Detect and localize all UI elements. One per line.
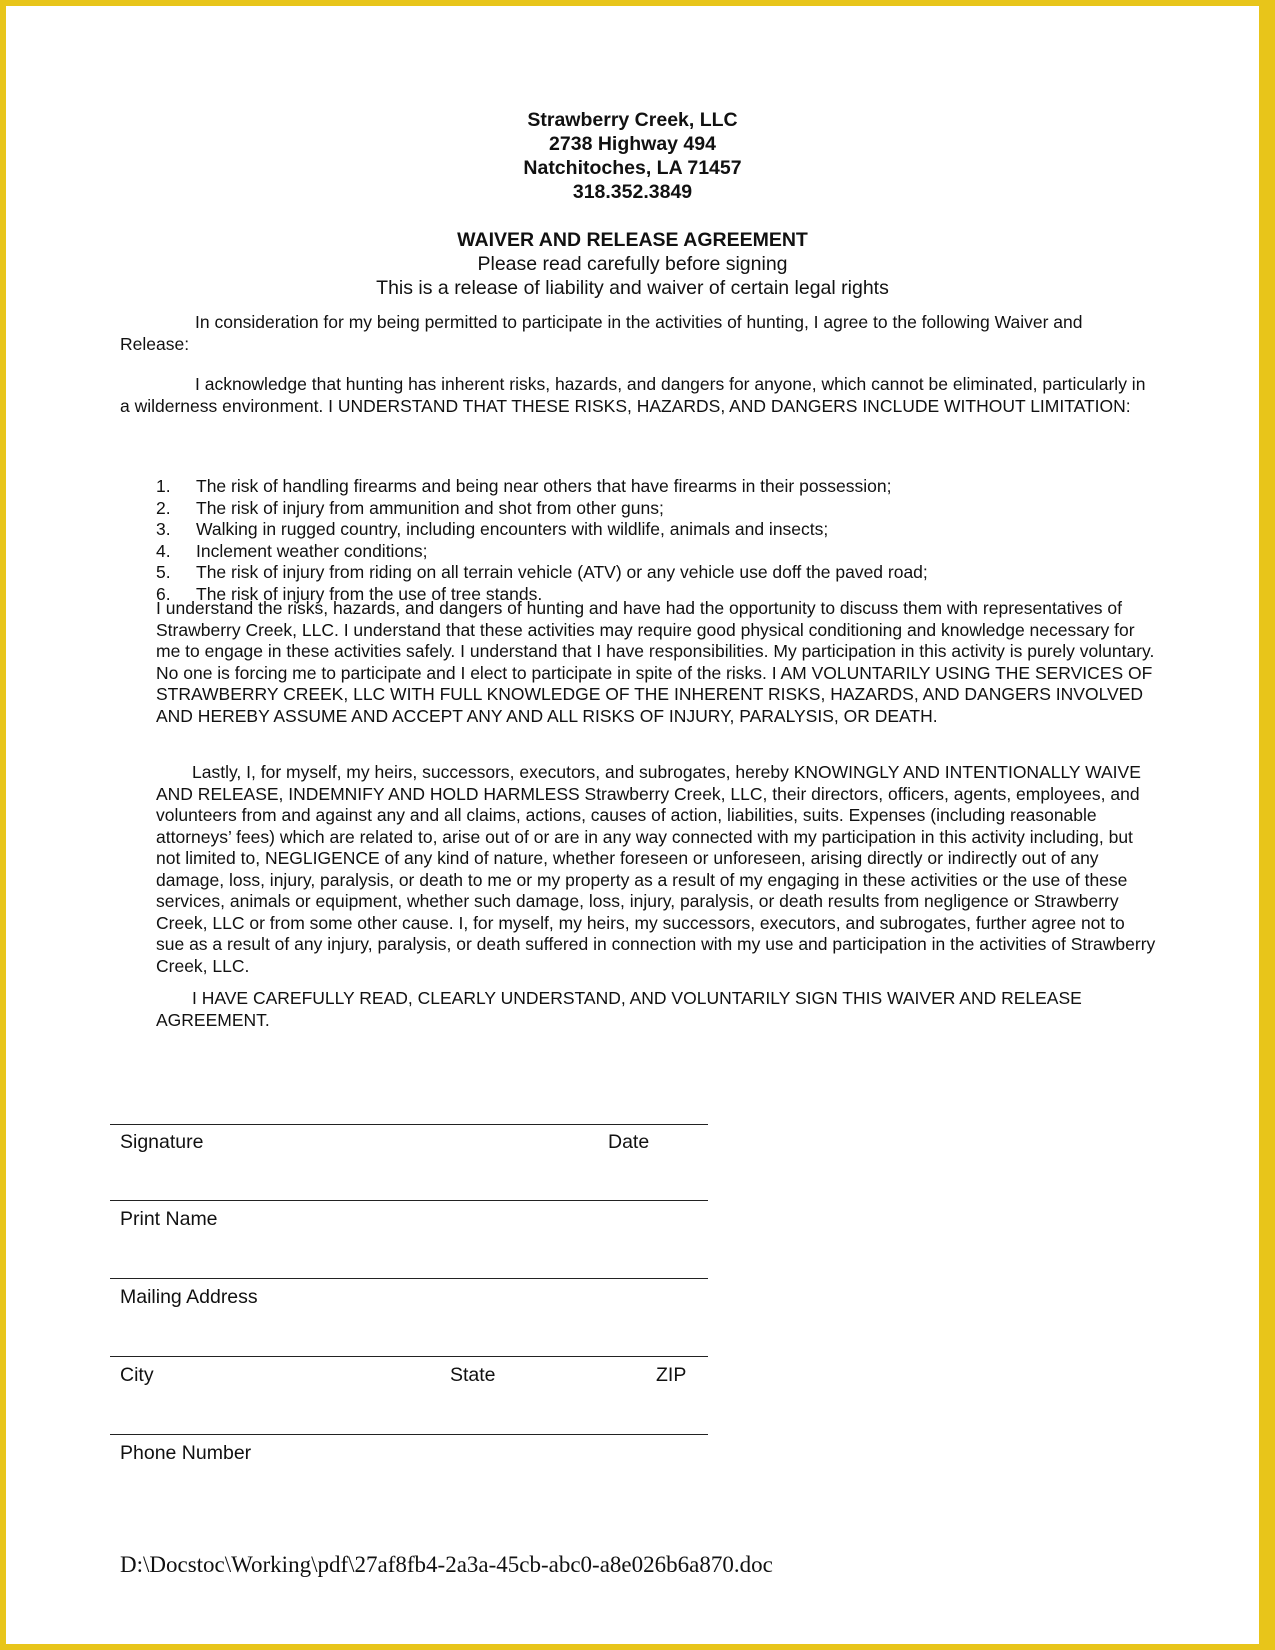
print-name-label: Print Name [120,1208,218,1230]
list-item: 2. The risk of injury from ammunition and shot from other guns; [156,497,664,518]
title-block [6,228,1259,300]
list-item: 5. The risk of injury from riding on all terrain vehicle (ATV) or any vehicle use doff the paved road; [156,562,928,582]
company-city: Natchitoches, LA 71457 [523,157,742,179]
signature-line[interactable] [110,1124,708,1125]
document-page [6,6,1259,1644]
letterhead [6,108,1259,204]
document-title: WAIVER AND RELEASE AGREEMENT [457,229,808,251]
document-subtitle-2: This is a release of liability and waiver of certain legal rights [376,277,889,299]
list-item: 3. Walking in rugged country, including encounters with wildlife, animals and insects; [156,519,829,539]
company-street: 2738 Highway 494 [549,133,716,155]
understand-paragraph: I understand the risks, hazards, and dangers of hunting and have had the opportunity to discuss them with representatives of Strawberry Creek, LLC. I understand that these activities may require good physical conditioning and knowledge necessary for me to engage in these activities safely. I understand that I have responsibilities. My participation in this activity is purely voluntary. No one is forcing me to participate and I elect to participate in spite of the risks. I AM VOLUNTARILY USING THE SERVICES OF STRAWBERRY CREEK, LLC WITH FULL KNOWLEDGE OF THE INHERENT RISKS, HAZARDS, AND DANGERS INVOLVED AND HEREBY ASSUME AND ACCEPT ANY AND ALL RISKS OF INJURY, PARALYSIS, OR DEATH. [156,598,1155,726]
risk-list [156,476,1206,605]
signature-label: Signature [120,1131,204,1153]
lastly-paragraph: Lastly, I, for myself, my heirs, successors, executors, and subrogates, hereby KNOWINGLY AND INTENTIONALLY WAIVE AND RELEASE, INDEMNIFY AND HOLD HARMLESS Strawberry Creek, LLC, their directors, officers, agents, employees, and volunteers from and against any and all claims, actions, causes of action, liabilities, suits. Expenses (including reasonable attorneys’ fees) which are related to, arise out of or are in any way connected with my participation in this activity including, but not limited to, NEGLIGENCE of any kind of nature, whether foreseen or unforeseen, arising directly or indirectly out of any damage, loss, injury, paralysis, or death to me or my property as a result of my engaging in these activities or the use of these services, animals or equipment, whether such damage, loss, injury, paralysis, or death results from negligence or Strawberry Creek, LLC or from some other cause. I, for myself, my heirs, my successors, executors, and subrogates, further agree not to sue as a result of any injury, paralysis, or death suffered in connection with my use and participation in the activities of Strawberry Creek, LLC. [156,762,1156,976]
zip-label: ZIP [656,1364,687,1386]
file-path-footer: D:\Docstoc\Working\pdf\27af8fb4-2a3a-45cb-abc0-a8e026b6a870.doc [120,1552,773,1577]
closing-paragraph: I HAVE CAREFULLY READ, CLEARLY UNDERSTAND, AND VOLUNTARILY SIGN THIS WAIVER AND RELEASE AGREEMENT. [156,988,1082,1030]
list-item: 1. The risk of handling firearms and being near others that have firearms in their possession; [156,476,892,496]
acknowledge-paragraph: I acknowledge that hunting has inherent risks, hazards, and dangers for anyone, which cannot be eliminated, particularly in a wilderness environment. I UNDERSTAND THAT THESE RISKS, HAZARDS, AND DANGERS INCLUDE WITHOUT LIMITATION: [120,374,1146,416]
date-label: Date [608,1131,650,1153]
city-state-zip-line[interactable] [110,1356,708,1357]
intro-paragraph: In consideration for my being permitted to participate in the activities of hunting, I agree to the following Waiver and Release: [120,312,1083,354]
document-subtitle-1: Please read carefully before signing [477,253,788,275]
list-item: 4. Inclement weather conditions; [156,540,428,561]
print-name-line[interactable] [110,1200,708,1201]
company-name: Strawberry Creek, LLC [527,109,738,131]
mailing-address-line[interactable] [110,1278,708,1279]
city-label: City [120,1364,154,1386]
phone-number-label: Phone Number [120,1442,252,1464]
mailing-address-label: Mailing Address [120,1286,258,1308]
list-item: 6. The risk of injury from the use of tree stands. [156,583,543,604]
company-phone: 318.352.3849 [572,181,693,203]
state-label: State [450,1364,496,1386]
phone-number-line[interactable] [110,1434,708,1435]
